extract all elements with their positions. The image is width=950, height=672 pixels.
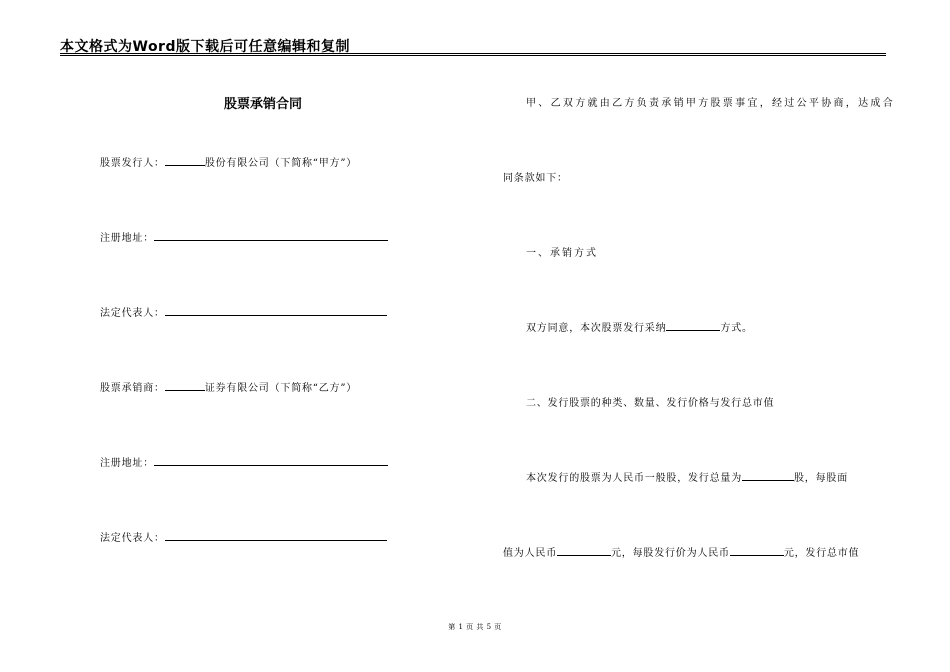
issuer-line bbox=[100, 154, 357, 169]
header-title: 本文格式为Word版下载后可任意编辑和复制 bbox=[60, 39, 350, 55]
underwriter-legal-rep-line bbox=[100, 529, 387, 544]
section-1-prefix: 双方同意，本次股票发行采纳 bbox=[526, 323, 667, 334]
issuer-reg-address-line bbox=[100, 229, 388, 244]
underwriter-reg-address-line bbox=[100, 454, 388, 469]
section-1-body bbox=[526, 319, 753, 334]
intro-line-1: 甲、乙双方就由乙方负责承销甲方股票事宜，经过公平协商，达成合 bbox=[526, 98, 895, 109]
section-2-line-2-b: 元，每股发行价为人民币 bbox=[611, 548, 730, 559]
legal-rep-blank bbox=[165, 306, 387, 316]
section-1-suffix: 方式。 bbox=[720, 323, 753, 334]
section-2-line-2 bbox=[503, 544, 859, 559]
reg-address-blank bbox=[154, 456, 388, 466]
underwriter-prefix: 股票承销商： bbox=[100, 383, 165, 394]
header-divider bbox=[60, 53, 886, 56]
issuer-suffix: 股份有限公司（下简称“甲方”） bbox=[204, 158, 358, 169]
reg-address-label: 注册地址： bbox=[100, 233, 154, 244]
section-2-line-2-a: 值为人民币 bbox=[503, 548, 557, 559]
section-2-line-2-c: 元，发行总市值 bbox=[783, 548, 860, 559]
issue-price-blank bbox=[730, 546, 784, 556]
reg-address-blank bbox=[154, 231, 388, 241]
intro-line-2: 同条款如下： bbox=[503, 173, 568, 184]
page-number: 第 1 页 共 5 页 bbox=[448, 623, 502, 631]
section-2-title: 二、发行股票的种类、数量、发行价格与发行总市值 bbox=[526, 398, 775, 409]
reg-address-label: 注册地址： bbox=[100, 458, 154, 469]
section-1-title: 一、承销方式 bbox=[526, 248, 598, 259]
legal-rep-label: 法定代表人： bbox=[100, 533, 165, 544]
par-value-blank bbox=[557, 546, 611, 556]
legal-rep-label: 法定代表人： bbox=[100, 308, 165, 319]
issuer-prefix: 股票发行人： bbox=[100, 158, 165, 169]
section-2-line-1 bbox=[526, 469, 848, 484]
section-2-line-1-suffix: 股，每股面 bbox=[794, 473, 848, 484]
section-2-line-1-prefix: 本次发行的股票为人民币一般股，发行总量为 bbox=[526, 473, 742, 484]
issuer-legal-rep-line bbox=[100, 304, 387, 319]
underwriter-suffix: 证券有限公司（下简称“乙方”） bbox=[204, 383, 358, 394]
total-shares-blank bbox=[742, 471, 794, 481]
issuer-blank bbox=[165, 156, 205, 166]
underwriter-line bbox=[100, 379, 357, 394]
underwriting-method-blank bbox=[666, 321, 720, 331]
legal-rep-blank bbox=[165, 531, 387, 541]
underwriter-blank bbox=[165, 381, 205, 391]
document-title: 股票承销合同 bbox=[223, 97, 302, 112]
